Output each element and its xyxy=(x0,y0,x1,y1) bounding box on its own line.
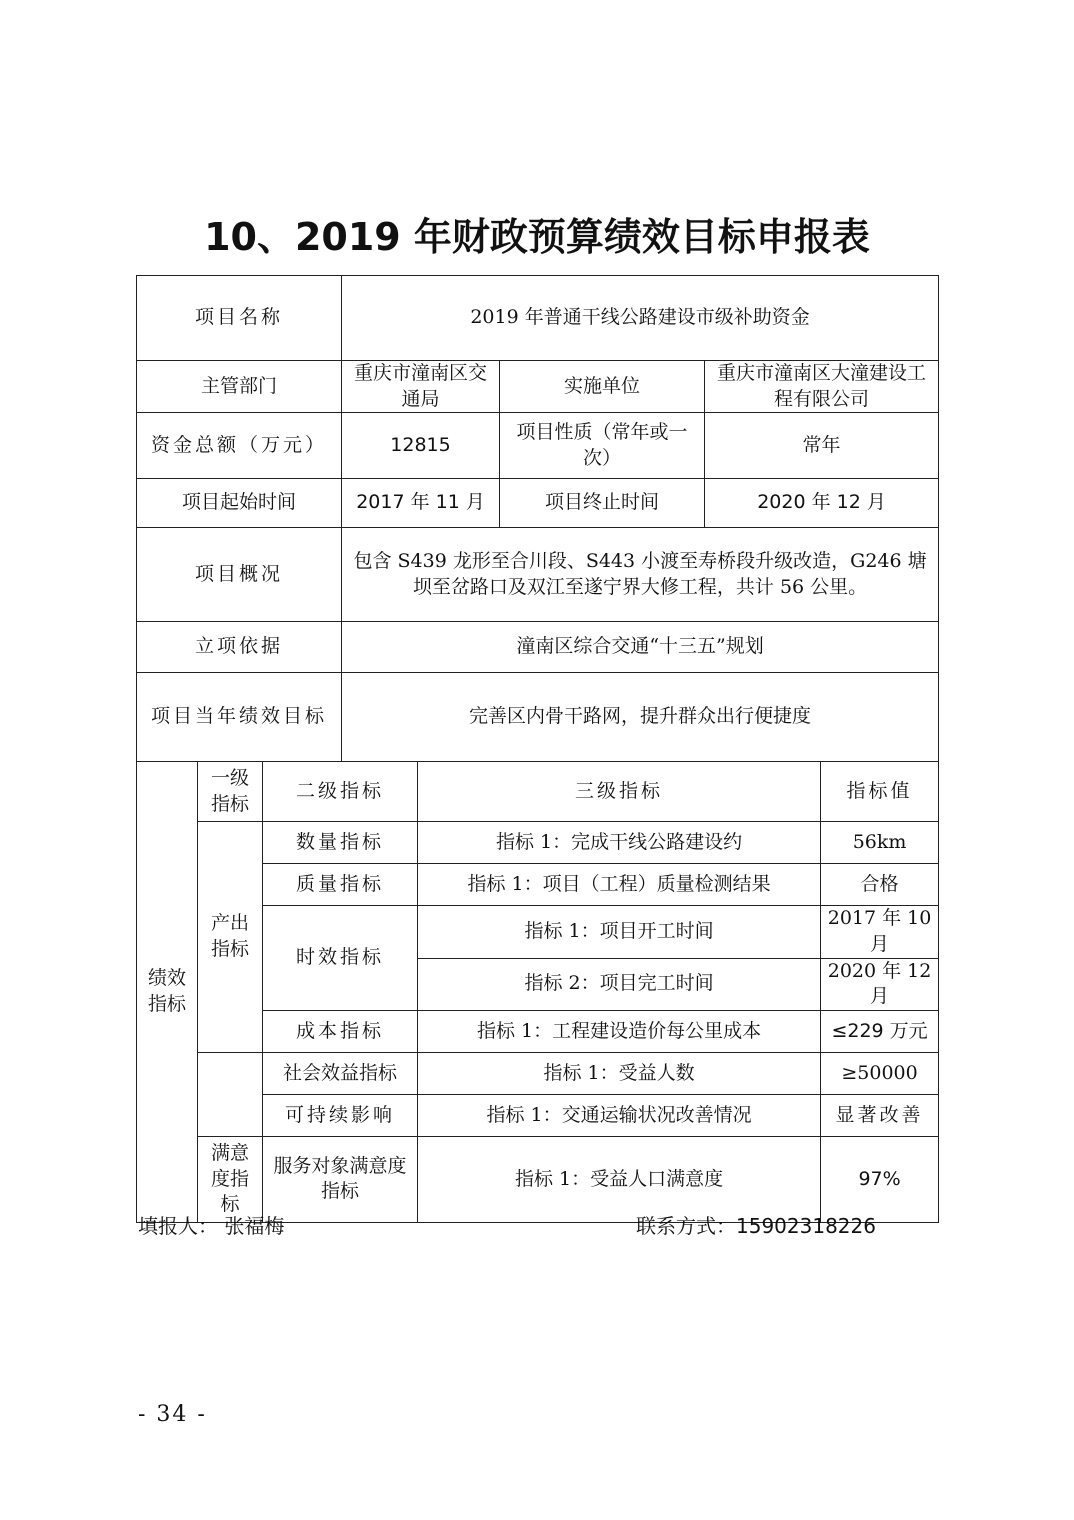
indicator-value: 2020 年 12 月 xyxy=(821,958,939,1010)
level2-cell: 质量指标 xyxy=(263,864,418,906)
level3-cell: 指标 1：交通运输状况改善情况 xyxy=(418,1094,821,1136)
start-label: 项目起始时间 xyxy=(137,479,342,528)
level3-header: 三级指标 xyxy=(418,762,821,822)
level2-cell: 数量指标 xyxy=(263,822,418,864)
impl-unit-value: 重庆市潼南区大潼建设工程有限公司 xyxy=(705,361,939,413)
output-indicator-label: 产出指标 xyxy=(198,822,263,1053)
dept-label: 主管部门 xyxy=(137,361,342,413)
nature-value: 常年 xyxy=(705,413,939,479)
page-number: - 34 - xyxy=(138,1402,207,1427)
level3-cell: 指标 2：项目完工时间 xyxy=(418,958,821,1010)
performance-indicator-section-label: 绩效指标 xyxy=(137,762,198,1223)
fund-value: 12815 xyxy=(342,413,500,479)
value-header: 指标值 xyxy=(821,762,939,822)
level3-cell: 指标 1：受益人数 xyxy=(418,1052,821,1094)
level2-cell: 成本指标 xyxy=(263,1010,418,1052)
basis-value: 潼南区综合交通“十三五”规划 xyxy=(342,622,939,673)
indicator-value: 97% xyxy=(821,1136,939,1222)
goal-value: 完善区内骨干路网，提升群众出行便捷度 xyxy=(342,673,939,762)
start-value: 2017 年 11 月 xyxy=(342,479,500,528)
effect-indicator-label xyxy=(198,1052,263,1136)
level2-cell: 社会效益指标 xyxy=(263,1052,418,1094)
level3-cell: 指标 1：受益人口满意度 xyxy=(418,1136,821,1222)
end-value: 2020 年 12 月 xyxy=(705,479,939,528)
level2-cell: 服务对象满意度指标 xyxy=(263,1136,418,1222)
level1-header: 一级指标 xyxy=(198,762,263,822)
level3-cell: 指标 1：项目开工时间 xyxy=(418,906,821,958)
level2-header: 二级指标 xyxy=(263,762,418,822)
overview-label: 项目概况 xyxy=(137,528,342,622)
end-label: 项目终止时间 xyxy=(500,479,705,528)
level3-cell: 指标 1：工程建设造价每公里成本 xyxy=(418,1010,821,1052)
contact-info: 联系方式：15902318226 xyxy=(636,1214,876,1238)
indicator-value: ≤229 万元 xyxy=(821,1010,939,1052)
fund-label: 资金总额（万元） xyxy=(137,413,342,479)
budget-performance-form xyxy=(136,275,939,1223)
impl-unit-label: 实施单位 xyxy=(500,361,705,413)
page-title: 10、2019 年财政预算绩效目标申报表 xyxy=(204,215,870,259)
indicator-value: 显著改善 xyxy=(821,1094,939,1136)
level2-cell: 可持续影响 xyxy=(263,1094,418,1136)
overview-value: 包含 S439 龙形至合川段、S443 小渡至寿桥段升级改造，G246 塘坝至岔路口及双江至遂宁界大修工程，共计 56 公里。 xyxy=(342,528,939,622)
project-name-label: 项目名称 xyxy=(137,276,342,361)
indicator-value: 合格 xyxy=(821,864,939,906)
project-name-value: 2019 年普通干线公路建设市级补助资金 xyxy=(342,276,939,361)
indicator-value: 2017 年 10 月 xyxy=(821,906,939,958)
dept-value: 重庆市潼南区交通局 xyxy=(342,361,500,413)
goal-label: 项目当年绩效目标 xyxy=(137,673,342,762)
indicator-value: ≥50000 xyxy=(821,1052,939,1094)
nature-label: 项目性质（常年或一次） xyxy=(500,413,705,479)
level3-cell: 指标 1：完成干线公路建设约 xyxy=(418,822,821,864)
level2-cell: 时效指标 xyxy=(263,906,418,1011)
satisfaction-indicator-label: 满意度指标 xyxy=(198,1136,263,1222)
basis-label: 立项依据 xyxy=(137,622,342,673)
level3-cell: 指标 1：项目（工程）质量检测结果 xyxy=(418,864,821,906)
filler-info: 填报人： 张福梅 xyxy=(138,1214,285,1238)
indicator-value: 56km xyxy=(821,822,939,864)
